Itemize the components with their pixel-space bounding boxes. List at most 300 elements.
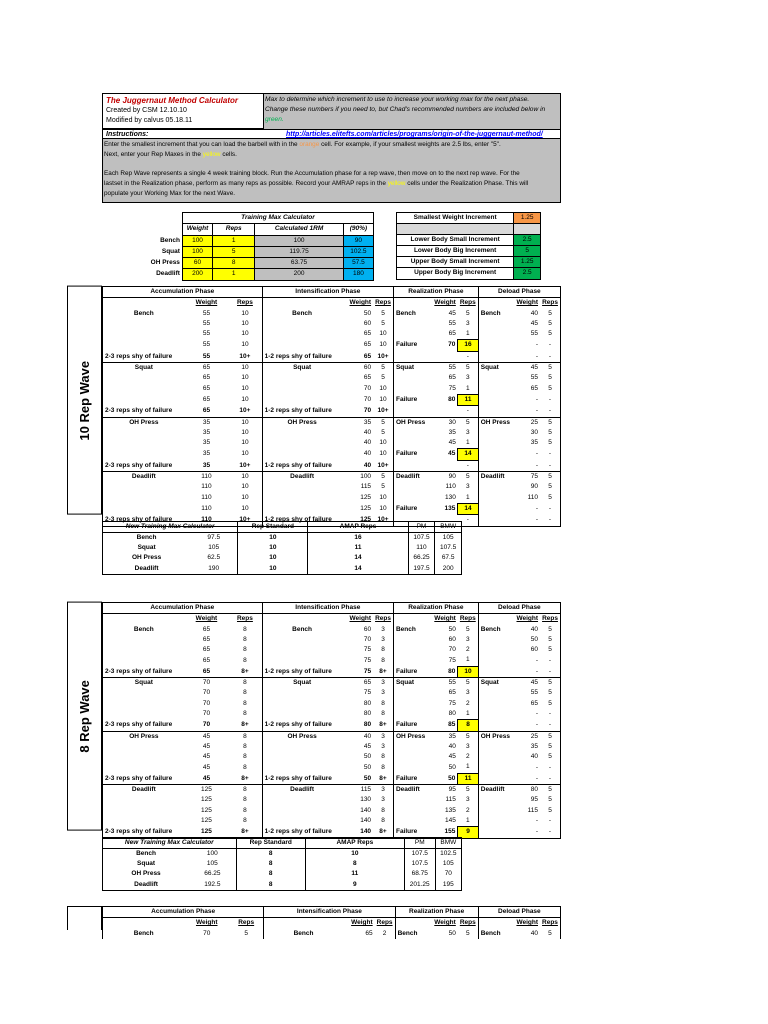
ntm-lift: OH Press	[103, 553, 191, 563]
ntm-lift: Squat	[103, 543, 191, 553]
acc-label: 2-3 reps shy of failure	[103, 460, 185, 471]
acc-label	[103, 795, 185, 805]
acc-label	[103, 493, 185, 504]
amrap-reps-input[interactable]: 11	[458, 394, 478, 405]
int-label: OH Press	[262, 731, 341, 742]
phase-header: Realization Phase	[393, 603, 478, 614]
del-label: Squat	[478, 363, 512, 374]
int-label: Deadlift	[262, 472, 341, 483]
acc-reps: 10	[241, 439, 249, 447]
real-label	[393, 384, 427, 395]
acc-weight: 35	[202, 450, 211, 458]
acc-reps: 8+	[228, 773, 262, 784]
ntm-pm-header: PM	[408, 521, 435, 532]
amrap-reps-input[interactable]: 8	[458, 720, 478, 731]
real-weight: 135	[444, 504, 456, 512]
acc-label: Deadlift	[103, 785, 185, 796]
int-weight: 50	[363, 753, 372, 761]
acc-reps: 10	[241, 473, 249, 481]
del-reps: -	[540, 449, 560, 460]
real-label	[393, 655, 427, 666]
int-reps: 3	[381, 786, 385, 794]
int-weight: 80	[363, 710, 372, 718]
int-label	[262, 699, 341, 709]
ntm-amap-header: AMAP Reps	[305, 837, 404, 848]
real-weight: 35	[448, 428, 456, 436]
int-reps: 10+	[373, 351, 393, 362]
int-label	[262, 645, 341, 655]
col-weight-header: Weight	[434, 299, 456, 307]
tm-calc-value: 100	[255, 235, 343, 246]
acc-reps: 8	[243, 710, 247, 718]
del-label	[478, 816, 512, 827]
int-reps: 3	[381, 689, 385, 697]
del-reps: 5	[540, 742, 560, 752]
real-weight: 130	[444, 493, 456, 501]
tm-weight-input[interactable]: 100	[182, 246, 212, 257]
real-reps: 3	[465, 483, 470, 491]
real-weight: 85	[427, 720, 458, 731]
ntm-amap: 14	[308, 564, 408, 575]
increment-input[interactable]: 2.5	[514, 268, 541, 279]
acc-reps: 10	[241, 450, 249, 458]
del-weight: 65	[530, 699, 539, 707]
int-reps: 8	[381, 806, 385, 814]
real-label: Deadlift	[393, 785, 427, 796]
table-row	[103, 635, 561, 645]
int-reps: 3	[381, 679, 385, 687]
acc-weight: 110	[201, 473, 212, 481]
int-reps: 8	[381, 656, 385, 664]
amrap-reps-input[interactable]: 14	[458, 449, 478, 460]
real-weight	[427, 406, 458, 417]
acc-weight: 70	[202, 699, 211, 707]
ntm-row	[103, 848, 462, 859]
del-weight: 75	[530, 473, 539, 481]
int-label	[262, 655, 341, 666]
int-reps: 5	[381, 483, 385, 491]
del-reps: 5	[540, 482, 560, 492]
acc-reps: 8	[243, 625, 247, 633]
del-reps: 5	[540, 438, 560, 449]
real-label: OH Press	[393, 731, 427, 742]
int-reps: 5	[381, 309, 385, 317]
table-row	[103, 438, 561, 449]
tm-reps-input[interactable]: 5	[213, 246, 255, 257]
acc-weight: 65	[202, 625, 211, 633]
int-weight: 60	[363, 319, 372, 327]
int-weight: 60	[363, 625, 372, 633]
del-reps: -	[540, 773, 560, 784]
calc-title: The Juggernaut Method Calculator	[106, 96, 239, 105]
del-label	[478, 720, 512, 731]
real-weight: 145	[444, 817, 456, 825]
table-row	[103, 482, 561, 492]
table-row	[103, 773, 561, 784]
del-weight: 80	[530, 786, 539, 794]
del-reps: 5	[540, 428, 560, 438]
amrap-reps-input[interactable]: 9	[458, 827, 478, 838]
del-label	[478, 394, 512, 405]
real-weight: 80	[448, 710, 456, 718]
int-weight: 65	[363, 341, 372, 349]
del-reps: 5	[540, 731, 560, 742]
tm-pct-value: 180	[343, 269, 373, 280]
del-reps: 5	[540, 688, 560, 698]
ntm-weight: 105	[208, 544, 220, 552]
ntm-pm-header: PM	[404, 837, 435, 848]
table-row	[103, 351, 561, 362]
del-weight: 115	[527, 806, 539, 814]
increment-row	[397, 245, 541, 256]
table-row	[103, 742, 561, 752]
acc-label	[103, 742, 185, 752]
acc-weight: 125	[201, 806, 212, 814]
new-training-max-calculator	[102, 521, 462, 575]
increment-input[interactable]: 1.25	[514, 257, 541, 268]
int-reps: 8	[381, 753, 385, 761]
acc-weight: 65	[202, 635, 211, 643]
real-label: Failure	[393, 666, 427, 677]
acc-weight: 55	[202, 309, 211, 317]
acc-reps: 10	[241, 418, 249, 426]
del-reps: -	[540, 340, 560, 351]
del-weight: -	[535, 450, 539, 458]
del-label	[478, 752, 512, 762]
instructions-row	[102, 129, 561, 139]
acc-label	[103, 816, 185, 827]
tm-weight-input[interactable]: 60	[182, 258, 212, 269]
acc-reps: 8	[243, 763, 247, 771]
del-label	[478, 709, 512, 720]
acc-reps: 8	[243, 679, 247, 687]
tm-reps-input[interactable]: 1	[213, 269, 255, 280]
real-label: Failure	[393, 394, 427, 405]
int-reps: 5	[381, 374, 385, 382]
phase-header: Deload Phase	[478, 287, 560, 298]
tm-reps-input[interactable]: 1	[213, 235, 255, 246]
int-weight: 80	[363, 699, 372, 707]
ntm-rep-standard-header: Rep Standard	[236, 837, 305, 848]
del-label: OH Press	[478, 417, 512, 428]
acc-label	[103, 384, 185, 395]
del-label: OH Press	[478, 731, 512, 742]
real-weight: 30	[448, 418, 456, 426]
del-label	[478, 806, 512, 816]
tm-pct-value: 90	[343, 235, 373, 246]
table-row	[103, 309, 561, 319]
del-reps: 5	[540, 329, 560, 340]
int-label	[262, 752, 341, 762]
instr-line-1: Enter the smallest increment that you can load the barbell with in the orange cell. For example, if your smallest weights are 2.5 lbs, enter "5".	[104, 141, 501, 148]
col-weight-header: Weight	[516, 615, 539, 623]
modified-by: Modified by calvus 05.18.11	[106, 117, 193, 124]
int-weight: 125	[360, 504, 372, 512]
acc-reps: 8+	[228, 720, 262, 731]
tm-head-calc: Calculated 1RM	[255, 224, 343, 235]
acc-weight: 70	[202, 679, 211, 687]
right-note	[265, 95, 560, 125]
amrap-reps-input[interactable]: 16	[458, 340, 478, 351]
del-reps: -	[540, 709, 560, 720]
int-label: 1-2 reps shy of failure	[262, 351, 341, 362]
table-row	[103, 785, 561, 796]
tm-weight-input[interactable]: 100	[182, 235, 212, 246]
real-reps: 2	[465, 806, 470, 814]
col-reps-header: Reps	[459, 299, 476, 307]
int-label	[262, 742, 341, 752]
int-reps: 10	[379, 341, 387, 349]
int-weight: 40	[363, 732, 372, 740]
acc-label	[103, 340, 185, 351]
acc-label	[103, 373, 185, 383]
acc-weight: 70	[202, 710, 211, 718]
article-link[interactable]: http://articles.elitefts.com/articles/programs/origin-of-the-juggernaut-method/	[286, 131, 543, 138]
del-reps: -	[540, 503, 560, 514]
ntm-row	[103, 859, 462, 869]
acc-label	[103, 752, 185, 762]
table-row	[103, 762, 561, 773]
col-weight-header: Weight	[349, 299, 372, 307]
real-reps: 2	[465, 699, 470, 707]
int-reps: 10	[379, 504, 387, 512]
real-reps: 1	[465, 330, 470, 338]
real-label: Squat	[393, 678, 427, 689]
acc-weight: 35	[202, 428, 211, 436]
real-reps: 1	[465, 493, 470, 501]
acc-weight: 70	[185, 720, 229, 731]
int-reps: 3	[381, 625, 385, 633]
acc-reps: 10	[241, 483, 249, 491]
ntm-weight: 62.5	[207, 554, 221, 562]
int-label	[262, 795, 341, 805]
del-weight: 95	[530, 796, 539, 804]
tm-pct-value: 102.5	[343, 246, 373, 257]
real-weight: 80	[427, 666, 458, 677]
del-label	[478, 688, 512, 698]
del-weight: -	[535, 341, 539, 349]
del-label	[478, 795, 512, 805]
int-weight: 70	[363, 395, 372, 403]
col-weight-header: Weight	[516, 299, 539, 307]
amrap-reps-input[interactable]: 10	[458, 666, 478, 677]
int-label	[262, 319, 341, 329]
real-weight: 35	[448, 732, 456, 740]
int-weight: 75	[342, 666, 374, 677]
del-reps: 5	[540, 806, 560, 816]
del-reps: 5	[540, 795, 560, 805]
del-weight: 60	[530, 646, 539, 654]
ntm-weight: 192.5	[189, 880, 236, 891]
table-row	[103, 816, 561, 827]
int-label: OH Press	[262, 417, 341, 428]
real-label	[393, 438, 427, 449]
real-label	[393, 373, 427, 383]
ntm-bmw: 70	[435, 869, 461, 879]
del-weight: 25	[530, 418, 539, 426]
int-weight: 40	[363, 450, 372, 458]
int-reps: 8	[381, 817, 385, 825]
int-weight: 40	[363, 428, 372, 436]
table-row	[103, 340, 561, 351]
real-reps: -	[458, 406, 478, 417]
int-weight: 65	[363, 374, 372, 382]
int-reps: 10+	[373, 460, 393, 471]
real-label: Failure	[393, 449, 427, 460]
increment-input[interactable]: 5	[514, 245, 541, 256]
ntm-pm: 68.75	[404, 869, 435, 879]
acc-reps: 10+	[228, 406, 262, 417]
acc-reps: 10	[241, 395, 249, 403]
int-weight: 50	[363, 309, 372, 317]
col-weight-header: Weight	[434, 615, 456, 623]
real-weight: 50	[427, 773, 458, 784]
int-weight: 125	[342, 515, 374, 526]
del-reps: 5	[540, 384, 560, 395]
real-weight: 40	[448, 742, 456, 750]
int-weight: 75	[363, 689, 372, 697]
col-reps-header: Reps	[236, 615, 253, 623]
smallest-increment-input[interactable]: 1.25	[514, 213, 541, 224]
acc-reps: 8	[243, 796, 247, 804]
ntm-title: New Training Max Calculator	[103, 521, 238, 532]
int-reps: 5	[381, 418, 385, 426]
real-reps: 5	[465, 418, 470, 426]
tm-lift: Deadlift	[156, 270, 180, 278]
acc-label	[103, 449, 185, 460]
acc-reps: 8	[243, 786, 247, 794]
acc-label: Squat	[103, 363, 185, 374]
ntm-rep-standard: 10	[238, 543, 308, 553]
tm-calc-value: 119.75	[255, 246, 343, 257]
int-weight: 75	[363, 646, 372, 654]
tm-head-pct: (90%)	[343, 224, 373, 235]
tm-weight-input[interactable]: 200	[182, 269, 212, 280]
int-reps: 5	[381, 428, 385, 436]
ntm-amap: 8	[305, 859, 404, 869]
instr-line-5: populate your Working Max for the next Wave.	[104, 190, 236, 197]
table-row	[103, 503, 561, 514]
acc-label	[103, 762, 185, 773]
acc-reps: 8	[243, 742, 247, 750]
real-weight: 135	[444, 806, 456, 814]
real-weight: 65	[448, 374, 456, 382]
real-reps: 5	[465, 473, 470, 481]
acc-label	[103, 438, 185, 449]
acc-weight: 65	[185, 666, 229, 677]
del-reps: -	[540, 666, 560, 677]
amrap-reps-input[interactable]: 11	[458, 773, 478, 784]
real-label: Bench	[393, 309, 427, 319]
del-reps: -	[540, 394, 560, 405]
del-weight: -	[512, 406, 540, 417]
int-label	[262, 635, 341, 645]
int-reps: 5	[381, 473, 385, 481]
tm-row	[102, 269, 374, 280]
tm-head-reps: Reps	[213, 224, 255, 235]
real-label	[393, 762, 427, 773]
real-weight: 70	[448, 341, 456, 349]
acc-reps: 8	[243, 646, 247, 654]
acc-label	[103, 394, 185, 405]
int-weight: 65	[363, 330, 372, 338]
del-weight: -	[535, 817, 539, 825]
int-label	[262, 394, 341, 405]
acc-reps: 10	[241, 384, 249, 392]
real-weight: 55	[448, 679, 456, 687]
real-weight: 75	[448, 656, 456, 664]
real-weight: 55	[448, 364, 456, 372]
ntm-title: New Training Max Calculator	[103, 837, 237, 848]
table-row	[103, 373, 561, 383]
del-label	[478, 319, 512, 329]
del-label	[478, 406, 512, 417]
int-label	[262, 428, 341, 438]
int-label	[262, 449, 341, 460]
ntm-weight: 190	[190, 564, 238, 575]
int-label	[262, 373, 341, 383]
del-label: Squat	[478, 678, 512, 689]
acc-weight: 45	[185, 773, 229, 784]
table-row	[103, 645, 561, 655]
int-reps: 10	[379, 395, 387, 403]
table-row	[103, 806, 561, 816]
del-label	[478, 773, 512, 784]
int-weight: 80	[342, 720, 374, 731]
del-reps: 5	[540, 625, 560, 635]
del-weight: 50	[530, 635, 539, 643]
increment-input[interactable]: 2.5	[514, 234, 541, 245]
tm-pct-value: 57.5	[343, 258, 373, 269]
del-weight: -	[512, 827, 540, 838]
amrap-reps-input[interactable]: 14	[458, 503, 478, 514]
ntm-pm: 110	[408, 543, 435, 553]
int-label: 1-2 reps shy of failure	[262, 827, 341, 838]
int-reps: 3	[381, 796, 385, 804]
acc-label	[103, 699, 185, 709]
int-label: 1-2 reps shy of failure	[262, 406, 341, 417]
increment-row	[397, 268, 541, 279]
del-label	[478, 762, 512, 773]
tm-reps-input[interactable]: 8	[213, 258, 255, 269]
table-row	[103, 384, 561, 395]
ntm-amap: 9	[305, 880, 404, 891]
acc-weight: 70	[202, 689, 211, 697]
real-reps: -	[458, 460, 478, 471]
acc-label	[103, 319, 185, 329]
del-reps: 5	[540, 752, 560, 762]
acc-weight: 65	[202, 364, 211, 372]
del-reps: 5	[540, 493, 560, 504]
del-weight: -	[535, 763, 539, 771]
real-label	[393, 752, 427, 762]
instr-line-2: Next, enter your Rep Maxes in the yellow cells.	[104, 151, 237, 158]
title-cell	[102, 93, 264, 129]
real-weight: 55	[448, 319, 456, 327]
int-weight: 35	[363, 418, 372, 426]
int-reps: 8+	[373, 666, 393, 677]
int-label	[262, 384, 341, 395]
real-reps: -	[458, 515, 478, 526]
acc-reps: 8	[243, 635, 247, 643]
acc-weight: 45	[202, 763, 211, 771]
real-reps: 2	[465, 646, 470, 654]
col-reps-header: Reps	[540, 614, 560, 625]
real-label: Failure	[393, 340, 427, 351]
del-reps: 5	[540, 472, 560, 483]
del-weight: -	[512, 666, 540, 677]
tm-row	[102, 246, 374, 257]
